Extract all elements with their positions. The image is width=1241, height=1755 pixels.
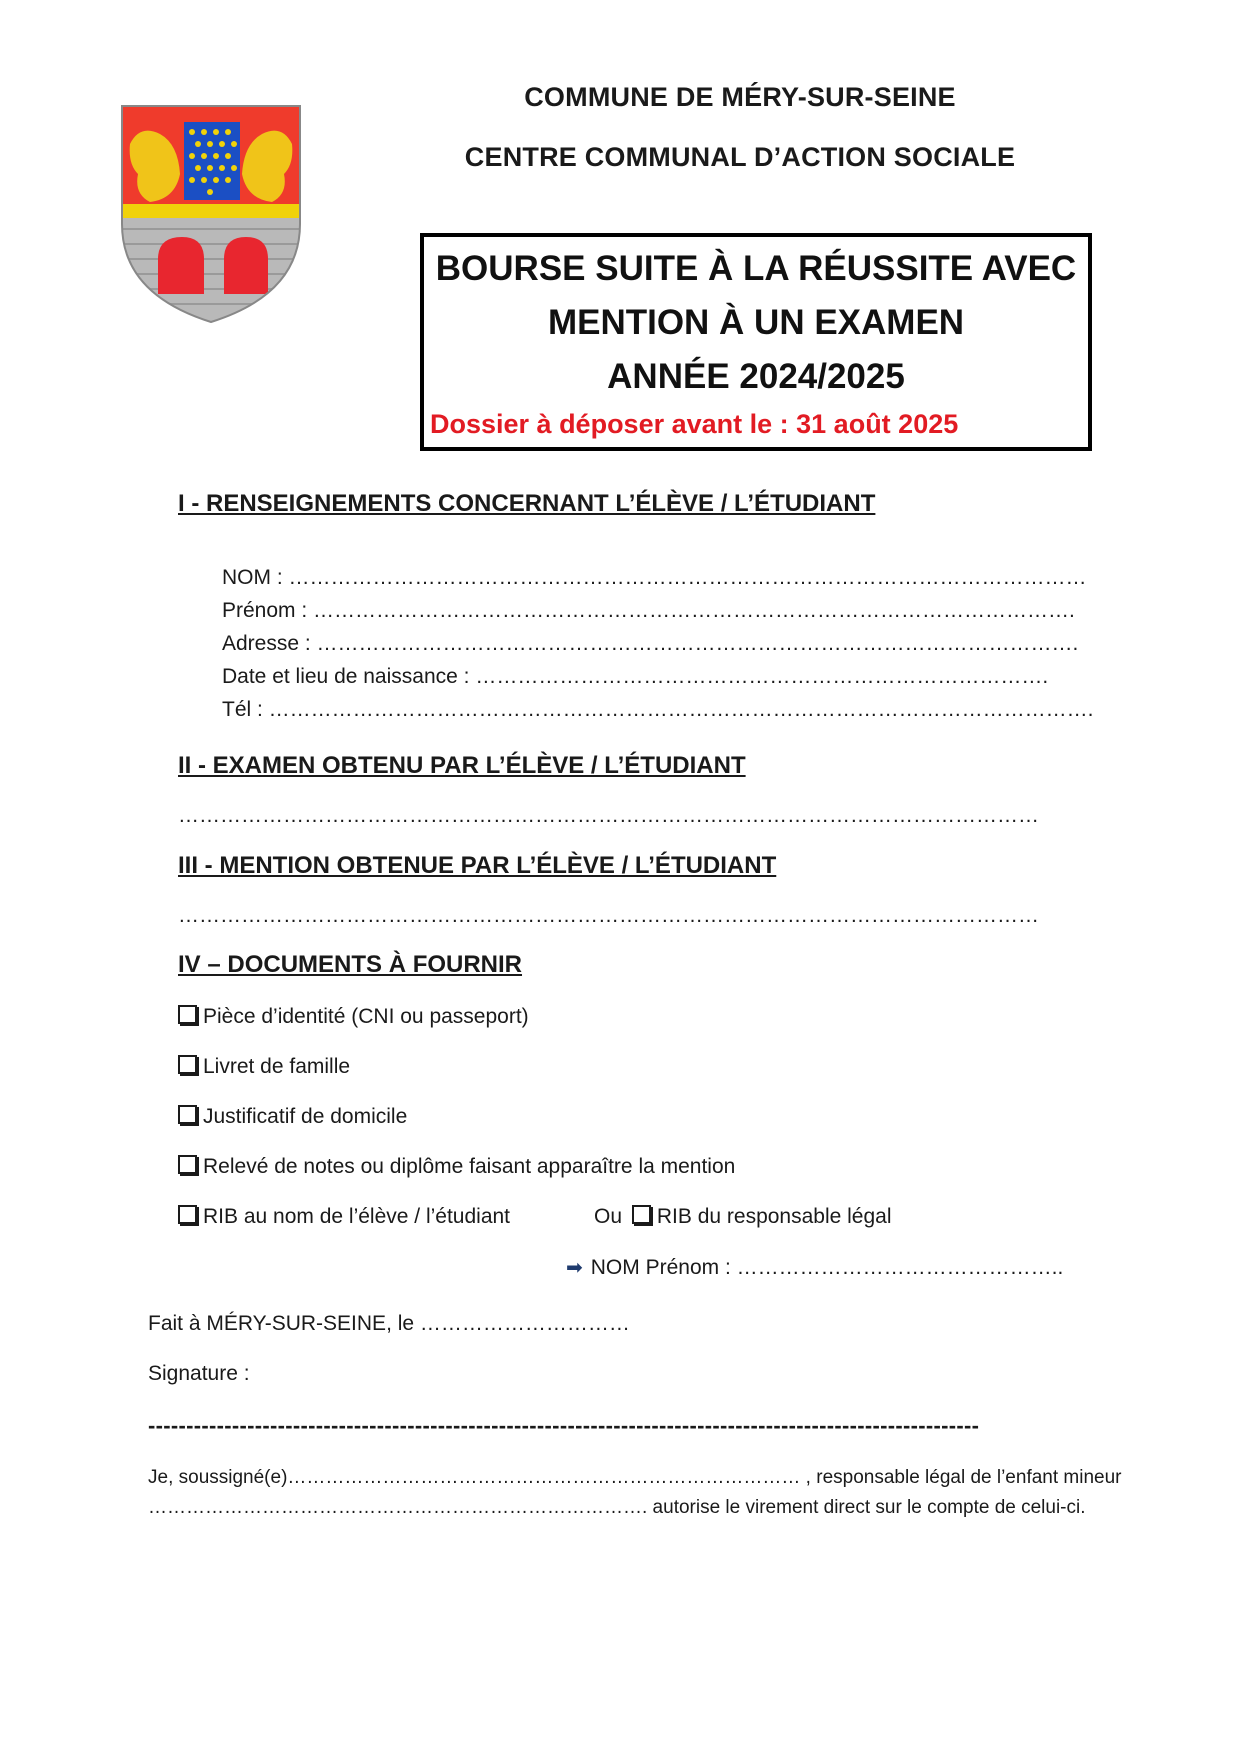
signature-label: Signature :	[148, 1362, 250, 1385]
examen-field[interactable]: ……………………………………………………………………………………………………………	[178, 804, 1039, 827]
checkbox-icon[interactable]	[178, 1005, 197, 1024]
doc-item	[178, 1005, 529, 1029]
section-4-heading: IV – DOCUMENTS À FOURNIR	[178, 951, 523, 978]
authorization-line-1[interactable]: Je, soussigné(e)……………………………………………………………………… , responsable légal de l’enfant mineur	[148, 1467, 1122, 1488]
checkbox-icon[interactable]	[178, 1055, 197, 1074]
doc-item	[178, 1205, 510, 1229]
doc-item-label: Livret de famille	[203, 1055, 351, 1078]
doc-item	[178, 1105, 407, 1129]
checkbox-icon[interactable]	[178, 1155, 197, 1174]
nom-prenom-line	[566, 1255, 1063, 1280]
checkbox-icon[interactable]	[178, 1105, 197, 1124]
authorization-line-2[interactable]: ……………………………………………………………………. autorise le virement direct sur le compte de celui-ci.	[148, 1497, 1086, 1518]
checkbox-icon[interactable]	[632, 1205, 651, 1224]
nom-prenom-field[interactable]: NOM Prénom : ………………………………………..	[590, 1256, 1064, 1279]
mention-field[interactable]: ……………………………………………………………………………………………………………	[178, 904, 1039, 927]
section-3-heading: III - MENTION OBTENUE PAR L’ÉLÈVE / L’ÉTUDIANT	[178, 852, 777, 879]
doc-item-label: RIB au nom de l’élève / l’étudiant	[203, 1205, 511, 1228]
field-date-lieu-naissance[interactable]: Date et lieu de naissance : ……………………………………………………………………….	[222, 665, 1049, 688]
field-adresse[interactable]: Adresse : ……………………………………………………………………………………………….	[222, 632, 1079, 655]
fait-a-line[interactable]: Fait à MÉRY-SUR-SEINE, le …………………………	[148, 1312, 630, 1335]
commune-name: COMMUNE DE MÉRY-SUR-SEINE	[524, 82, 956, 112]
title-line-1: BOURSE SUITE À LA RÉUSSITE AVEC	[435, 249, 1077, 288]
field-tel[interactable]: Tél : ……………………………………………………………………………………………………….	[222, 698, 1094, 721]
arrow-right-icon: ➡	[566, 1257, 583, 1279]
ccas-name: CENTRE COMMUNAL D’ACTION SOCIALE	[464, 142, 1016, 172]
title-box	[420, 233, 1092, 451]
section-2-heading: II - EXAMEN OBTENU PAR L’ÉLÈVE / L’ÉTUDIANT	[178, 752, 746, 779]
field-nom[interactable]: NOM : ……………………………………………………………………………………………………	[222, 566, 1087, 589]
doc-item-alt	[594, 1205, 892, 1229]
doc-item-label: Justificatif de domicile	[203, 1105, 408, 1128]
coat-of-arms-logo	[120, 104, 302, 324]
title-line-3: ANNÉE 2024/2025	[607, 357, 905, 396]
field-prenom[interactable]: Prénom : ……………………………………………………………………………………………….	[222, 599, 1075, 622]
section-1-heading: I - RENSEIGNEMENTS CONCERNANT L’ÉLÈVE / L’ÉTUDIANT	[178, 490, 876, 517]
doc-item-label: RIB du responsable légal	[656, 1205, 892, 1228]
cut-separator: -------------------------------------------------------------------------------------------------------------	[148, 1413, 980, 1438]
doc-item-label: Relevé de notes ou diplôme faisant apparaître la mention	[203, 1155, 736, 1178]
doc-item	[178, 1055, 350, 1079]
checkbox-icon[interactable]	[178, 1205, 197, 1224]
deadline-notice: Dossier à déposer avant le : 31 août 2025	[430, 409, 959, 439]
title-line-2: MENTION À UN EXAMEN	[547, 303, 965, 342]
doc-item-label: Pièce d’identité (CNI ou passeport)	[203, 1005, 529, 1028]
alt-prefix: Ou	[594, 1205, 623, 1228]
doc-item	[178, 1155, 735, 1179]
